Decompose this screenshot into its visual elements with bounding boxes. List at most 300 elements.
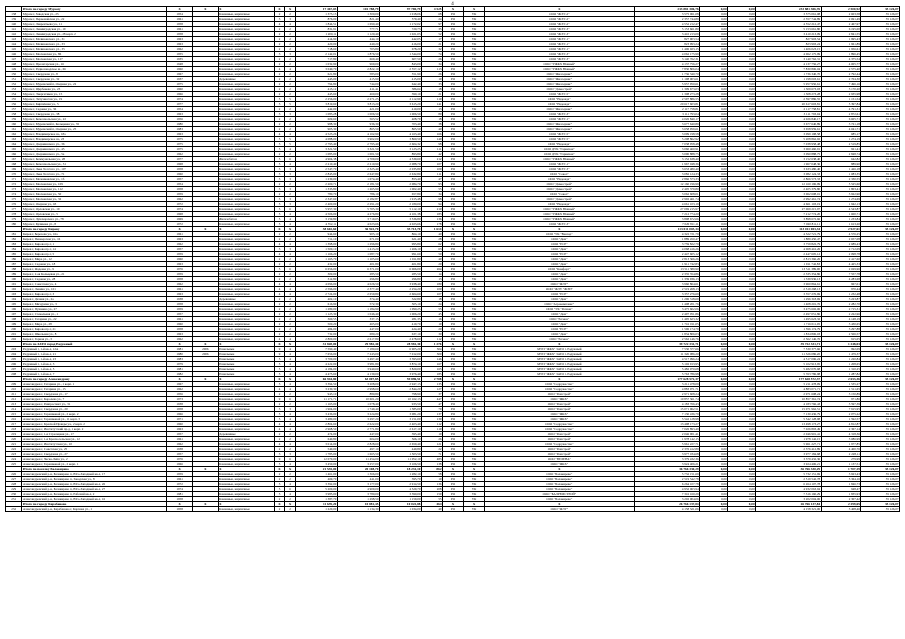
cell-cost-a: 0,00: [700, 92, 728, 97]
cell-cost-b: 0,00: [728, 72, 756, 77]
cell-class: УК: [464, 157, 485, 162]
cell-org: ООО "Ремстрой": [485, 407, 635, 412]
cell-floors: 3: [274, 187, 285, 192]
cell-entrances: 2: [285, 432, 296, 437]
cell-year-built: 1958: [167, 302, 193, 307]
cell-cost-c: 3 898 672,66: [756, 217, 821, 222]
cell-org: ООО "Ремстрой": [485, 447, 635, 452]
cell-address: Муром г, Муромский п, Озерная ул., 25: [22, 127, 167, 132]
cell-total-area: 4 222,00: [295, 362, 337, 367]
cell-wall-material: Каменные, кирпичные: [218, 92, 274, 97]
cell-wall-material: Каменные, кирпичные: [218, 82, 274, 87]
cell-residents: 137: [421, 412, 442, 417]
cell-unit-cost: 971,86: [821, 397, 861, 402]
cell-total-cost: 827 903,54: [634, 37, 699, 42]
cell-total-cost: 4 062 175,99: [634, 52, 699, 57]
cell-total-area: 442,00: [295, 107, 337, 112]
cell-entrances: 2: [285, 322, 296, 327]
cell-cost-c: 1 736 340,70: [756, 72, 821, 77]
cell-cost-a: 0,00: [700, 127, 728, 132]
cell-rating: РО: [443, 337, 464, 342]
cell-year-built: 1961: [167, 437, 193, 442]
cell-class: УК: [464, 422, 485, 427]
cell-limit-cost: 35 126,07: [861, 127, 900, 132]
cell-residents: 13: [421, 107, 442, 112]
cell-org: ООО "Дом": [485, 312, 635, 317]
cell-area-living: 3 719,05: [337, 217, 379, 222]
cell-wall-material: Каменные, кирпичные: [218, 47, 274, 52]
cell-limit-cost: 35 126,07: [861, 487, 900, 492]
cell-class: УК: [464, 302, 485, 307]
cell-limit-cost: 35 126,07: [861, 182, 900, 187]
cell-class: УК: [464, 277, 485, 282]
cell-limit-cost: 35 126,07: [861, 87, 900, 92]
cell-org: ООО "Домострой": [485, 87, 635, 92]
cell-no: 205: [6, 357, 22, 362]
cell-entrances: 2: [285, 42, 296, 47]
cell-rating: РО: [443, 192, 464, 197]
cell-cost-b: 0,00: [728, 367, 756, 372]
cell-class: УК: [464, 272, 485, 277]
cell-address: Муром г, Пролетарская ул., 16: [22, 62, 167, 67]
cell-cost-c: 4 932 063,94: [756, 487, 821, 492]
cell-cost-a: 0,00: [700, 167, 728, 172]
cell-limit-cost: 35 126,07: [861, 57, 900, 62]
cell-cost-b: 0,00: [728, 427, 756, 432]
cell-entrances: 2: [285, 507, 296, 512]
cell-unit-cost: 1 956,61: [821, 47, 861, 52]
cell-year-built: 1981: [167, 367, 193, 372]
cell-year-built: 1972: [167, 202, 193, 207]
cell-cost-c: 36 766 330,29: [756, 467, 821, 472]
cell-no: 201: [6, 332, 22, 337]
cell-unit-cost: 3 170,20: [821, 87, 861, 92]
cell-address: Киров г, Кирова пр-т, 3: [22, 292, 167, 297]
cell-cost-b: 0,00: [728, 372, 756, 377]
cell-area-owned: 1 585,00: [379, 407, 421, 412]
cell-entrances: 2: [285, 152, 296, 157]
cell-area-owned: 3 123,25: [379, 147, 421, 152]
cell-residents: 18: [421, 87, 442, 92]
cell-wall-material: Каменные, кирпичные: [218, 332, 274, 337]
cell-address: Итого по ЗАТО город Радужный: [22, 342, 167, 347]
cell-cost-b: 0,00: [728, 277, 756, 282]
cell-area-owned: 408,79: [379, 117, 421, 122]
cell-cost-a: 0,00: [700, 162, 728, 167]
cell-residents: 119: [421, 427, 442, 432]
cell-year-built: 1963: [167, 112, 193, 117]
cell-area-owned: 865,50: [379, 127, 421, 132]
cell-total-area: 31 828,00: [295, 342, 337, 347]
cell-area-owned: 864,10: [379, 232, 421, 237]
cell-no: 143: [6, 37, 22, 42]
cell-rating: РО: [443, 207, 464, 212]
cell-total-cost: 2 357 744,89: [634, 17, 699, 22]
cell-cost-b: 0,00: [728, 282, 756, 287]
cell-total-cost: 7 026 893,49: [634, 427, 699, 432]
cell-unit-cost: 967,01: [821, 282, 861, 287]
cell-rating: РО: [443, 317, 464, 322]
cell-limit-cost: 35 126,07: [861, 142, 900, 147]
cell-area-owned: 798,90: [379, 392, 421, 397]
cell-no: 210: [6, 387, 22, 392]
cell-entrances: 4: [285, 362, 296, 367]
cell-org: ООО "БАЛРЕМСТРОЙ": [485, 492, 635, 497]
cell-org: ООО "Жилсервис": [485, 107, 635, 112]
cell-limit-cost: 35 126,07: [861, 422, 900, 427]
cell-area-living: 777,71: [337, 27, 379, 32]
cell-address: Киров г, Пионерская ул., 16: [22, 237, 167, 242]
cell-cost-a: 0,00: [700, 402, 728, 407]
cell-no: 170: [6, 172, 22, 177]
cell-unit-cost: 1 232,48: [821, 292, 861, 297]
cell-cost-c: 4 026 840,17: [756, 117, 821, 122]
cell-unit-cost: 2 299,65: [821, 502, 861, 507]
cell-year-built: 1973: [167, 397, 193, 402]
cell-wall-material: Каменные, кирпичные: [218, 302, 274, 307]
cell-cost-b: 0,00: [728, 82, 756, 87]
cell-cost-b: 0,00: [728, 417, 756, 422]
cell-cost-c: 3 924 406,21: [756, 462, 821, 467]
cell-floors: 2: [274, 297, 285, 302]
cell-cost-b: 0,00: [728, 232, 756, 237]
cell-cost-b: 0,00: [728, 432, 756, 437]
cell-floors: 2: [274, 152, 285, 157]
cell-year-built: 1976: [167, 457, 193, 462]
cell-org: ООО "ЖЭУ-2": [485, 22, 635, 27]
cell-rating: РО: [443, 72, 464, 77]
cell-total-area: 1 163,70: [295, 257, 337, 262]
cell-limit-cost: 35 126,07: [861, 402, 900, 407]
cell-address: Муром г, Московская ул., 86: [22, 52, 167, 57]
cell-area-living: 285,50: [337, 272, 379, 277]
cell-class: УК: [464, 307, 485, 312]
cell-unit-cost: 1 426,18: [821, 167, 861, 172]
cell-area-owned: 416,00: [379, 42, 421, 47]
cell-cost-a: 0,00: [700, 342, 728, 347]
cell-rating: РО: [443, 77, 464, 82]
cell-cost-c: 3 677 640,89: [756, 122, 821, 127]
cell-floors: 2: [274, 262, 285, 267]
cell-area-living: 1 296,80: [337, 242, 379, 247]
cell-wall-material: Каменные, кирпичные: [218, 407, 274, 412]
cell-area-owned: 395,70: [379, 477, 421, 482]
cell-year-built: 1958: [167, 22, 193, 27]
cell-cost-b: 0,00: [728, 122, 756, 127]
cell-org: ООО "Дом": [485, 262, 635, 267]
cell-unit-cost: 5 397,84: [821, 102, 861, 107]
cell-class: УК: [464, 97, 485, 102]
cell-entrances: 2: [285, 87, 296, 92]
cell-rating: РО: [443, 222, 464, 227]
cell-area-living: 2 647,80: [337, 172, 379, 177]
cell-total-cost: 3 090 888,75: [634, 152, 699, 157]
cell-cost-c: 2 046 901,41: [756, 432, 821, 437]
cell-rating: РО: [443, 32, 464, 37]
cell-residents: 208: [421, 487, 442, 492]
cell-cost-b: 0,00: [728, 167, 756, 172]
cell-rating: РО: [443, 237, 464, 242]
cell-unit-cost: 2 841,55: [821, 32, 861, 37]
cell-unit-cost: 889,90: [821, 162, 861, 167]
cell-year-built: 1977: [167, 157, 193, 162]
cell-residents: 464: [421, 502, 442, 507]
cell-total-cost: 13 511 389,90: [634, 267, 699, 272]
cell-year-built: 1961: [167, 287, 193, 292]
cell-no: 159: [6, 117, 22, 122]
cell-area-owned: 1 011,80: [379, 257, 421, 262]
cell-rating: РО: [443, 437, 464, 442]
cell-wall-material: Панельные: [218, 357, 274, 362]
cell-no: 152: [6, 82, 22, 87]
cell-floors: 5: [274, 367, 285, 372]
cell-floors: 2: [274, 122, 285, 127]
cell-class: УК: [464, 427, 485, 432]
cell-address: Муром г, Комсомольская ул., 31: [22, 162, 167, 167]
cell-year-built: 1961: [167, 477, 193, 482]
cell-total-area: 831,91: [295, 27, 337, 32]
cell-cost-a: 0,00: [700, 392, 728, 397]
cell-unit-cost: 7 496,16: [821, 82, 861, 87]
cell-no: 195: [6, 302, 22, 307]
cell-area-owned: 551,90: [379, 72, 421, 77]
cell-class: УК: [464, 357, 485, 362]
cell-limit-cost: 35 126,07: [861, 432, 900, 437]
cell-unit-cost: 1 846,73: [821, 482, 861, 487]
cell-cost-c: 7 130 436,79: [756, 412, 821, 417]
cell-area-living: 865,50: [337, 127, 379, 132]
cell-org: ООО "Балакирево": [485, 477, 635, 482]
cell-year-built: 1938: [167, 297, 193, 302]
cell-address: Киров г, Фадеева ул., 9: [22, 267, 167, 272]
cell-total-cost: 7 020 811,11: [634, 222, 699, 227]
cell-org: ООО "УЖКХ Южный": [485, 217, 635, 222]
cell-entrances: 3: [285, 112, 296, 117]
cell-cost-a: 0,00: [700, 477, 728, 482]
cell-unit-cost: 4 400,76: [821, 447, 861, 452]
cell-cost-c: 3 410 213,09: [756, 32, 821, 37]
cell-area-living: 3 177,00: [337, 482, 379, 487]
cell-floors: 5: [274, 492, 285, 497]
cell-unit-cost: 4 041,71: [821, 127, 861, 132]
cell-class: УК: [464, 287, 485, 292]
cell-address: Александров г, Ческа-Липа ул., 2: [22, 457, 167, 462]
cell-class: УК: [464, 457, 485, 462]
cell-cost-c: 1 967 048,36: [756, 162, 821, 167]
cell-limit-cost: 35 126,07: [861, 52, 900, 57]
cell-residents: 264: [421, 267, 442, 272]
cell-class: Х: [464, 227, 485, 232]
cell-address: Муром г, Свердлова ул., 8: [22, 72, 167, 77]
cell-floors: 2: [274, 277, 285, 282]
cell-area-living: 465,00: [337, 322, 379, 327]
cell-floors: 4: [274, 422, 285, 427]
cell-floors: 2: [274, 437, 285, 442]
cell-entrances: 2: [285, 92, 296, 97]
cell-class: УК: [464, 162, 485, 167]
cell-address: Александров г, Терешковой ул., 11 корп. 3: [22, 417, 167, 422]
cell-limit-cost: 35 126,07: [861, 417, 900, 422]
cell-total-area: 3 480,00: [295, 417, 337, 422]
cell-cost-c: 3 575 061,08: [756, 12, 821, 17]
cell-year-built: 1958: [167, 407, 193, 412]
cell-wall-material: Каменные, кирпичные: [218, 307, 274, 312]
cell-total-area: 1 280,00: [295, 307, 337, 312]
cell-unit-cost: 2 307,42: [821, 497, 861, 502]
cell-area-living: 1 298,50: [337, 497, 379, 502]
cell-no: 203: [6, 347, 22, 352]
cell-cost-a: 0,00: [700, 132, 728, 137]
cell-entrances: 4: [285, 387, 296, 392]
cell-total-cost: 3 924 406,21: [634, 462, 699, 467]
cell-limit-cost: 35 126,07: [861, 222, 900, 227]
cell-year-built: 1966: [167, 92, 193, 97]
cell-rating: РО: [443, 92, 464, 97]
cell-cost-c: 3 111 793,04: [756, 112, 821, 117]
cell-residents: 166: [421, 132, 442, 137]
cell-cost-c: 5 763 786,98: [756, 372, 821, 377]
cell-unit-cost: 2 330,55: [821, 177, 861, 182]
cell-area-owned: 3 151,00: [379, 417, 421, 422]
cell-cost-c: 2 357 744,89: [756, 17, 821, 22]
cell-class: УК: [464, 132, 485, 137]
cell-rating: РО: [443, 157, 464, 162]
cell-cost-a: 0,00: [700, 217, 728, 222]
cell-rating: РО: [443, 487, 464, 492]
cell-floors: 2: [274, 477, 285, 482]
cell-area-owned: 3 938,40: [379, 282, 421, 287]
cell-total-area: 474,00: [295, 432, 337, 437]
cell-area-owned: 1 021,03: [379, 32, 421, 37]
cell-cost-c: 1 716 011,05: [756, 322, 821, 327]
cell-no: 227: [6, 477, 22, 482]
cell-limit-cost: 35 126,07: [861, 472, 900, 477]
cell-year-built: 1959: [167, 252, 193, 257]
cell-entrances: 4: [285, 482, 296, 487]
cell-org: ООО "Сокол": [485, 172, 635, 177]
cell-org: ООО "ЖЭУ-1": [485, 117, 635, 122]
cell-cost-b: 0,00: [728, 222, 756, 227]
cell-year-built: 1957: [167, 312, 193, 317]
cell-cost-c: 1 596 174,79: [756, 327, 821, 332]
cell-wall-material: Каменные, кирпичные: [218, 317, 274, 322]
cell-cost-c: 1 198 003,61: [756, 77, 821, 82]
cell-class: УК: [464, 127, 485, 132]
cell-residents: 49: [421, 257, 442, 262]
cell-no: 202: [6, 337, 22, 342]
cell-year-built: 1975: [167, 137, 193, 142]
cell-org: ООО "Дом": [485, 247, 635, 252]
cell-year-built: 1960: [167, 257, 193, 262]
cell-unit-cost: 1 707,29: [821, 467, 861, 472]
cell-residents: 49: [421, 507, 442, 512]
cell-org: ООО "ЕСР": [485, 292, 635, 297]
cell-floors: Х: [274, 7, 285, 12]
cell-total-cost: 2 405 379,80: [634, 187, 699, 192]
cell-no: 192: [6, 287, 22, 292]
cell-area-owned: 2 035,80: [379, 167, 421, 172]
cell-total-cost: 1 495 623,32: [634, 317, 699, 322]
cell-address: Муром г, Владимирское ш., 18а: [22, 132, 167, 137]
cell-cost-a: 0,00: [700, 282, 728, 287]
cell-area-living: 1 300,00: [337, 12, 379, 17]
cell-cost-c: 113 011 003,34: [756, 227, 821, 232]
cell-wall-material: Х: [218, 467, 274, 472]
cell-total-cost: 3 202 004,06: [634, 497, 699, 502]
cell-class: УК: [464, 317, 485, 322]
cell-wall-material: Каменные, кирпичные: [218, 72, 274, 77]
cell-cost-c: 1 911 742,83: [756, 262, 821, 267]
cell-limit-cost: 35 126,07: [861, 212, 900, 217]
cell-cost-c: 1 406 023,15: [756, 47, 821, 52]
cell-wall-material: Деревянные: [218, 77, 274, 82]
cell-org: Х: [485, 342, 635, 347]
cell-cost-b: 0,00: [728, 52, 756, 57]
cell-floors: 2: [274, 232, 285, 237]
cell-total-cost: 2 992 461,74: [634, 197, 699, 202]
cell-rating: РО: [443, 22, 464, 27]
cell-cost-c: 10 857 361,74: [756, 397, 821, 402]
cell-no: 160: [6, 122, 22, 127]
cell-year-built: 1958: [167, 32, 193, 37]
cell-rating: РО: [443, 417, 464, 422]
cell-area-living: 604,00: [337, 437, 379, 442]
cell-rating: РО: [443, 107, 464, 112]
cell-wall-material: Каменные, кирпичные: [218, 452, 274, 457]
cell-address: Киров г, Березова ул., 16а: [22, 232, 167, 237]
cell-year-built: 1956: [167, 117, 193, 122]
cell-area-living: 10 601,20: [337, 397, 379, 402]
cell-unit-cost: 1 248,03: [821, 342, 861, 347]
cell-total-cost: 11 326 086,20: [634, 352, 699, 357]
cell-cost-b: 0,00: [728, 457, 756, 462]
cell-area-living: 2 271,25: [337, 97, 379, 102]
cell-entrances: 2: [285, 392, 296, 397]
cell-cost-b: 0,00: [728, 342, 756, 347]
cell-year-built: 1960: [167, 322, 193, 327]
cell-area-owned: 853,40: [379, 177, 421, 182]
cell-area-owned: 424,40: [379, 327, 421, 332]
cell-entrances: 4: [285, 412, 296, 417]
cell-limit-cost: 35 126,07: [861, 482, 900, 487]
cell-area-living: 5 705,30: [337, 207, 379, 212]
cell-year-built: 1963: [167, 332, 193, 337]
cell-cost-b: 0,00: [728, 107, 756, 112]
cell-unit-cost: 3 922,90: [821, 192, 861, 197]
cell-cost-b: 0,00: [728, 377, 756, 382]
cell-area-living: 1 120,40: [337, 32, 379, 37]
cell-area-living: 7 180,60: [337, 347, 379, 352]
cell-total-area: 1 083,28: [295, 112, 337, 117]
cell-total-cost: 7 830 806,04: [634, 67, 699, 72]
cell-cost-c: 2 405 379,80: [756, 187, 821, 192]
cell-area-living: 415,90: [337, 77, 379, 82]
cell-no: 158: [6, 112, 22, 117]
cell-address: Муром г, Озерная ул., 63: [22, 202, 167, 207]
cell-org: ООО "ЖЭУ-3": [485, 112, 635, 117]
cell-class: УК: [464, 137, 485, 142]
cell-residents: 19: [421, 322, 442, 327]
cell-class: УК: [464, 282, 485, 287]
cell-area-living: 680,20: [337, 332, 379, 337]
cell-cost-b: 0,00: [728, 437, 756, 442]
cell-floors: 4: [274, 22, 285, 27]
cell-class: УК: [464, 372, 485, 377]
cell-residents: 19: [421, 432, 442, 437]
cell-unit-cost: 2 691,49: [821, 17, 861, 22]
cell-no: 180: [6, 222, 22, 227]
cell-cost-a: 0,00: [700, 52, 728, 57]
